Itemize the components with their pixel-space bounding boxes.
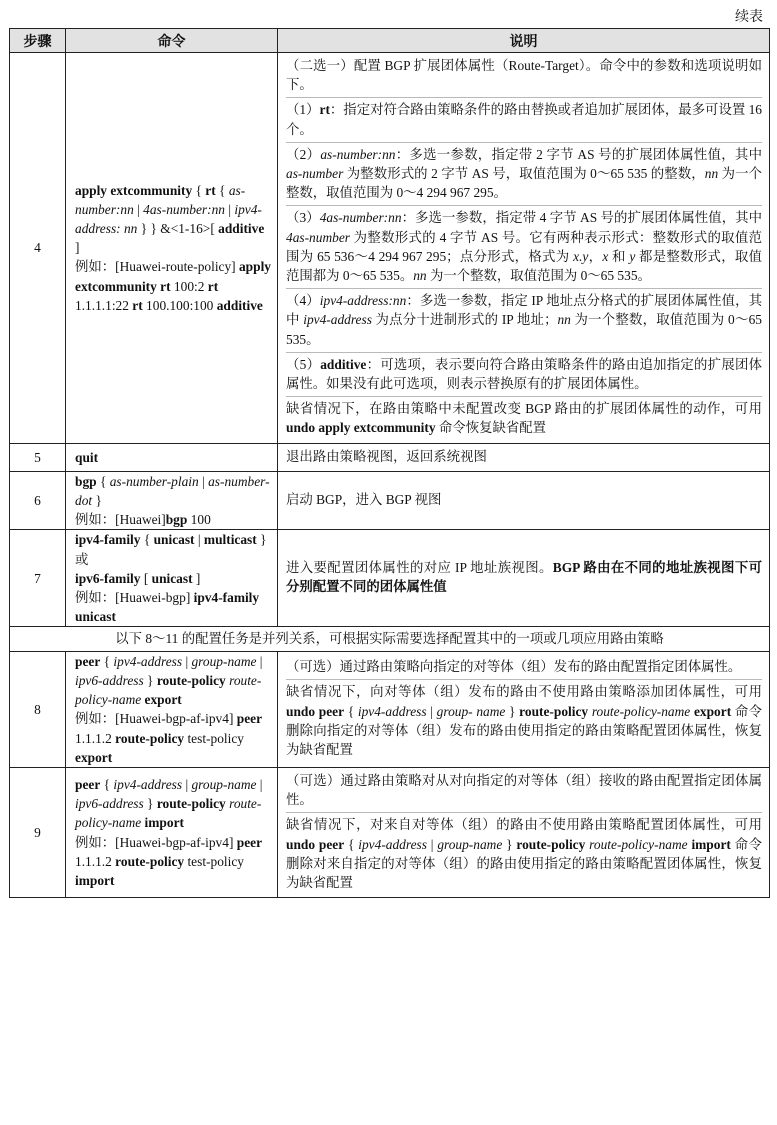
table-row [10, 627, 770, 651]
description-paragraph: 缺省情况下，向对等体（组）发布的路由不使用路由策略添加团体属性，可用 undo peer { ipv4-address | group- name } route-policy route-policy-name export 命令删除向指定的对等体（组）发布的路由使用指定的路由策略配置团体属性，恢复为缺省配置 [286, 679, 762, 762]
step-number: 7 [10, 530, 66, 627]
description-paragraph: （5）additive：可选项，表示要向符合路由策略条件的路由追加指定的扩展团体属性。如果没有此可选项，则表示替换原有的扩展团体属性。 [286, 352, 762, 396]
header-command: 命令 [66, 29, 278, 53]
command-cell: ipv4-family { unicast | multicast } 或 ipv6-family [ unicast ] 例如：[Huawei-bgp] ipv4-family unicast [66, 530, 278, 627]
table-row [10, 767, 770, 897]
command-cell: peer { ipv4-address | group-name | ipv6-address } route-policy route-policy-name import 例如：[Huawei-bgp-af-ipv4] peer 1.1.1.2 route-policy test-policy import [66, 767, 278, 897]
command-cell: apply extcommunity { rt { as-number:nn | 4as-number:nn | ipv4-address: nn } } &<1-16>[ additive ] 例如：[Huawei-route-policy] apply extcommunity rt 100:2 rt 1.1.1.1:22 rt 100.100:100 additive [66, 53, 278, 444]
table-header-row [10, 29, 770, 53]
header-step: 步骤 [10, 29, 66, 53]
table-row [10, 471, 770, 530]
table-row [10, 443, 770, 471]
description-paragraph: （二选一）配置 BGP 扩展团体属性（Route-Target）。命令中的参数和选项说明如下。 [286, 58, 762, 93]
description-paragraph: （4）ipv4-address:nn：多选一参数，指定 IP 地址点分格式的扩展团体属性值，其中 ipv4-address 为点分十进制形式的 IP 地址；nn 为一个整数，取值范围为 0～65 535。 [286, 288, 762, 352]
description-cell [278, 53, 770, 444]
description-cell [278, 767, 770, 897]
parallel-tasks-note: 以下 8～11 的配置任务是并列关系，可根据实际需要选择配置其中的一项或几项应用路由策略 [10, 627, 770, 651]
table-row [10, 53, 770, 444]
description-paragraph: （2）as-number:nn：多选一参数，指定带 2 字节 AS 号的扩展团体属性值，其中 as-number 为整数形式的 2 字节 AS 号，取值范围为 0～65 535 的整数，nn 为一个整数，取值范围为 0～4 294 967 295。 [286, 142, 762, 206]
table-row [10, 651, 770, 767]
command-table [9, 28, 770, 898]
description-paragraph: （可选）通过路由策略向指定的对等体（组）发布的路由配置指定团体属性。 [286, 659, 742, 675]
description-paragraph: 缺省情况下，对来自对等体（组）的路由不使用路由策略配置团体属性，可用 undo peer { ipv4-address | group-name } route-policy route-policy-name import 命令删除对来自指定的对等体（组）的路由使用指定的路由策略配置团体属性，恢复为缺省配置 [286, 812, 762, 895]
table-body [10, 53, 770, 898]
description-paragraph: （3）4as-number:nn：多选一参数，指定带 4 字节 AS 号的扩展团体属性值，其中 4as-number 为整数形式的 4 字节 AS 号。它有两种表示形式：整数形式的取值范围为 65 536～4 294 967 295；点分形式，格式为 x.y，x 和 y 都是整数形式，取值范围都为 0～65 535。nn 为一个整数，取值范围为 0～65 535。 [286, 205, 762, 288]
step-number: 9 [10, 767, 66, 897]
command-cell: bgp { as-number-plain | as-number-dot } 例如：[Huawei]bgp 100 [66, 471, 278, 530]
description-paragraph: 进入要配置团体属性的对应 IP 地址族视图。BGP 路由在不同的地址族视图下可分别配置不同的团体属性值 [286, 560, 762, 595]
step-number: 5 [10, 443, 66, 471]
description-paragraph: 缺省情况下，在路由策略中未配置改变 BGP 路由的扩展团体属性的动作，可用 undo apply extcommunity 命令恢复缺省配置 [286, 396, 762, 440]
command-cell: peer { ipv4-address | group-name | ipv6-address } route-policy route-policy-name export 例如：[Huawei-bgp-af-ipv4] peer 1.1.1.2 route-policy test-policy export [66, 651, 278, 767]
table-row [10, 530, 770, 627]
description-paragraph: 退出路由策略视图，返回系统视图 [286, 448, 487, 464]
description-paragraph: （1）rt：指定对符合路由策略条件的路由替换或者追加扩展团体，最多可设置 16 个。 [286, 97, 762, 141]
description-cell [278, 651, 770, 767]
description-cell [278, 471, 770, 530]
description-cell [278, 443, 770, 471]
step-number: 6 [10, 471, 66, 530]
description-paragraph: （可选）通过路由策略对从对向指定的对等体（组）接收的路由配置指定团体属性。 [286, 772, 762, 808]
description-paragraph: 启动 BGP，进入 BGP 视图 [286, 492, 442, 508]
step-number: 8 [10, 651, 66, 767]
step-number: 4 [10, 53, 66, 444]
continued-label: 续表 [735, 10, 763, 25]
command-cell: quit [66, 443, 278, 471]
header-description: 说明 [278, 29, 770, 53]
description-cell [278, 530, 770, 627]
